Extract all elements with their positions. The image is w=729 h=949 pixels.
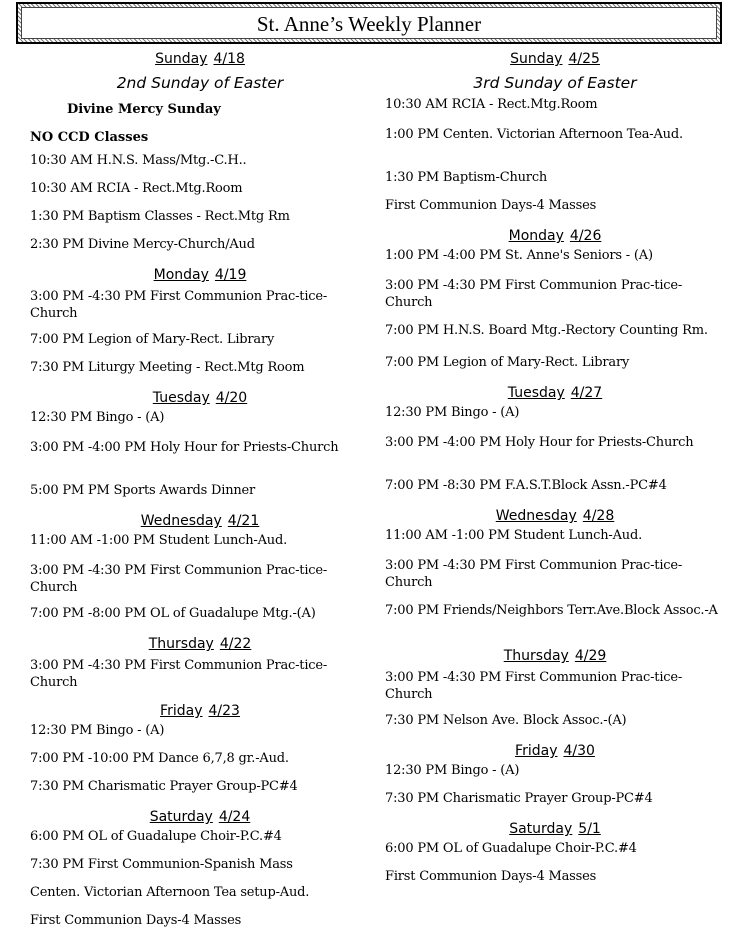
event-text: 1:30 PM Baptism Classes - Rect.Mtg Rm xyxy=(30,209,290,224)
event-item xyxy=(385,477,725,505)
event-text: 7:00 PM -8:30 PM F.A.S.T.Block Assn.-PC#4 xyxy=(385,478,667,493)
event-text: First Communion Days-4 Masses xyxy=(385,869,597,884)
day-name: Friday xyxy=(515,743,558,759)
day-date: 5/1 xyxy=(578,821,601,837)
day-date: 4/22 xyxy=(219,636,252,652)
day-date: 4/25 xyxy=(568,51,600,67)
event-item xyxy=(385,527,725,555)
day-heading xyxy=(30,700,370,722)
event-item xyxy=(385,96,725,124)
day-date: 4/24 xyxy=(218,809,251,825)
event-item xyxy=(30,778,370,806)
event-item xyxy=(30,482,370,510)
event-text: 3:00 PM -4:30 PM First Communion Prac-tice- Church xyxy=(30,658,328,690)
day-name: Monday xyxy=(153,267,209,283)
event-item xyxy=(385,197,725,225)
event-text: 10:30 AM RCIA - Rect.Mtg.Room xyxy=(385,97,598,112)
event-text: 7:00 PM H.N.S. Board Mtg.-Rectory Counting Rm. xyxy=(385,323,708,338)
event-item xyxy=(30,856,370,884)
day-date: 4/27 xyxy=(570,385,603,401)
day-heading xyxy=(385,818,725,840)
day-name: Friday xyxy=(160,703,203,719)
event-text: 3:00 PM -4:30 PM First Communion Prac-tice- Church xyxy=(30,289,328,321)
event-item xyxy=(30,884,370,912)
event-item xyxy=(385,354,725,382)
event-text: 10:30 AM RCIA - Rect.Mtg.Room xyxy=(30,181,243,196)
day-name: Thursday xyxy=(503,648,569,664)
event-text: 7:30 PM Charismatic Prayer Group-PC#4 xyxy=(30,779,298,794)
event-text: 7:30 PM Charismatic Prayer Group-PC#4 xyxy=(385,791,653,806)
feast-subtitle: Divine Mercy Sunday xyxy=(67,102,221,117)
event-item xyxy=(30,437,370,482)
event-text: First Communion Days-4 Masses xyxy=(30,913,242,928)
event-text: 7:00 PM -8:00 PM OL of Guadalupe Mtg.-(A) xyxy=(30,606,316,621)
day-date: 4/28 xyxy=(582,508,615,524)
day-name: Sunday xyxy=(510,51,563,67)
event-text: 3:00 PM -4:30 PM First Communion Prac-tice- Church xyxy=(385,278,683,310)
day-heading xyxy=(385,225,725,247)
event-item xyxy=(30,828,370,856)
event-text: 3:00 PM -4:00 PM Holy Hour for Priests-Church xyxy=(30,440,339,455)
event-item xyxy=(385,275,725,320)
event-item xyxy=(30,560,370,605)
event-item xyxy=(30,409,370,437)
event-item xyxy=(385,404,725,432)
day-date: 4/30 xyxy=(563,743,595,759)
right-column xyxy=(385,48,725,896)
day-name: Thursday xyxy=(148,636,214,652)
day-heading xyxy=(385,505,725,527)
day-date: 4/21 xyxy=(227,513,260,529)
day-heading xyxy=(30,48,370,70)
day-date: 4/18 xyxy=(213,51,245,67)
event-text: 12:30 PM Bingo - (A) xyxy=(30,723,165,738)
event-item xyxy=(30,359,370,387)
event-item xyxy=(30,605,370,633)
event-text: 11:00 AM -1:00 PM Student Lunch-Aud. xyxy=(385,528,643,543)
event-item xyxy=(385,790,725,818)
event-text: 7:00 PM Friends/Neighbors Terr.Ave.Block Assoc.-A xyxy=(385,603,718,618)
event-text: 7:30 PM Liturgy Meeting - Rect.Mtg Room xyxy=(30,360,305,375)
event-item xyxy=(30,236,370,264)
day-heading xyxy=(30,510,370,532)
day-date: 4/26 xyxy=(569,228,602,244)
event-item xyxy=(385,320,725,354)
day-name: Sunday xyxy=(155,51,208,67)
notice: NO CCD Classes xyxy=(30,130,149,145)
event-item xyxy=(30,750,370,778)
event-text: 1:00 PM Centen. Victorian Afternoon Tea-Aud. xyxy=(385,127,683,142)
day-date: 4/20 xyxy=(215,390,248,406)
event-item xyxy=(385,124,725,169)
event-item xyxy=(30,180,370,208)
event-text: 1:30 PM Baptism-Church xyxy=(385,170,548,185)
event-item xyxy=(30,655,370,700)
day-name: Tuesday xyxy=(507,385,565,401)
day-heading xyxy=(385,740,725,762)
event-text: Centen. Victorian Afternoon Tea setup-Aud. xyxy=(30,885,310,900)
event-text: 6:00 PM OL of Guadalupe Choir-P.C.#4 xyxy=(30,829,282,844)
event-item xyxy=(30,722,370,750)
event-item xyxy=(385,432,725,477)
event-text: 7:30 PM Nelson Ave. Block Assoc.-(A) xyxy=(385,713,627,728)
day-date: 4/19 xyxy=(214,267,247,283)
planner-title-box xyxy=(16,2,722,44)
event-text: 7:00 PM Legion of Mary-Rect. Library xyxy=(30,332,275,347)
event-text: 7:30 PM First Communion-Spanish Mass xyxy=(30,857,293,872)
day-heading xyxy=(30,633,370,655)
feast-title: 3rd Sunday of Easter xyxy=(473,74,637,92)
event-item xyxy=(30,152,370,180)
event-item xyxy=(385,555,725,600)
event-item xyxy=(30,331,370,359)
day-name: Saturday xyxy=(149,809,213,825)
event-text: 12:30 PM Bingo - (A) xyxy=(30,410,165,425)
day-date: 4/29 xyxy=(574,648,607,664)
day-name: Wednesday xyxy=(140,513,222,529)
day-date: 4/23 xyxy=(208,703,240,719)
day-heading xyxy=(385,48,725,70)
day-heading xyxy=(30,806,370,828)
day-name: Wednesday xyxy=(495,508,577,524)
event-item xyxy=(30,286,370,331)
event-text: 3:00 PM -4:30 PM First Communion Prac-tice- Church xyxy=(385,670,683,702)
event-item xyxy=(30,912,370,940)
event-text: 5:00 PM PM Sports Awards Dinner xyxy=(30,483,256,498)
feast-title: 2nd Sunday of Easter xyxy=(116,74,284,92)
event-text: 3:00 PM -4:30 PM First Communion Prac-tice- Church xyxy=(385,558,683,590)
event-text: 3:00 PM -4:00 PM Holy Hour for Priests-Church xyxy=(385,435,694,450)
event-text: 6:00 PM OL of Guadalupe Choir-P.C.#4 xyxy=(385,841,637,856)
page-title: St. Anne’s Weekly Planner xyxy=(21,7,717,39)
event-item xyxy=(385,712,725,740)
event-text: 10:30 AM H.N.S. Mass/Mtg.-C.H.. xyxy=(30,153,247,168)
event-text: 7:00 PM -10:00 PM Dance 6,7,8 gr.-Aud. xyxy=(30,751,289,766)
event-text: 11:00 AM -1:00 PM Student Lunch-Aud. xyxy=(30,533,288,548)
event-item xyxy=(385,600,725,645)
day-heading xyxy=(385,382,725,404)
event-text: 12:30 PM Bingo - (A) xyxy=(385,763,520,778)
day-heading xyxy=(385,645,725,667)
event-text: 12:30 PM Bingo - (A) xyxy=(385,405,520,420)
day-name: Monday xyxy=(508,228,564,244)
event-item xyxy=(385,247,725,275)
event-item xyxy=(385,840,725,868)
event-text: 1:00 PM -4:00 PM St. Anne's Seniors - (A) xyxy=(385,248,653,263)
event-item xyxy=(30,208,370,236)
event-item xyxy=(385,667,725,712)
event-item xyxy=(385,868,725,896)
day-name: Tuesday xyxy=(152,390,210,406)
event-text: 7:00 PM Legion of Mary-Rect. Library xyxy=(385,355,630,370)
event-item xyxy=(30,532,370,560)
event-item xyxy=(385,762,725,790)
event-text: 3:00 PM -4:30 PM First Communion Prac-tice- Church xyxy=(30,563,328,595)
event-item xyxy=(385,169,725,197)
day-heading xyxy=(30,264,370,286)
event-text: 2:30 PM Divine Mercy-Church/Aud xyxy=(30,237,255,252)
day-name: Saturday xyxy=(509,821,573,837)
event-text: First Communion Days-4 Masses xyxy=(385,198,597,213)
day-heading xyxy=(30,387,370,409)
left-column xyxy=(30,48,370,940)
